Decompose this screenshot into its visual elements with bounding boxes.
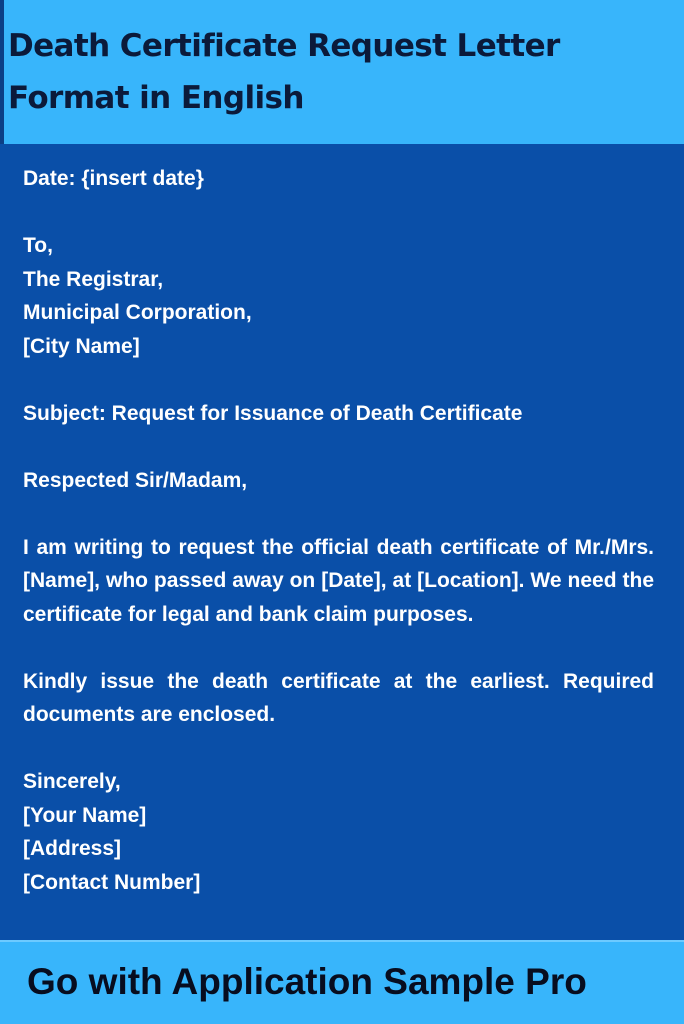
recipient-line: The Registrar, xyxy=(23,267,164,291)
salutation: Respected Sir/Madam, xyxy=(23,468,248,492)
spacer xyxy=(23,631,654,665)
spacer xyxy=(23,430,654,464)
date-line: Date: {insert date} xyxy=(23,167,204,190)
recipient-line: Municipal Corporation, xyxy=(23,301,252,324)
closing-line: Sincerely, xyxy=(23,770,121,793)
page-title: Death Certificate Request Letter Format in English xyxy=(8,28,560,116)
closing-line: [Address] xyxy=(23,837,122,860)
spacer xyxy=(23,497,654,531)
body-paragraph-2: Kindly issue the death certificate at the earliest. Required documents are enclosed. xyxy=(23,669,654,726)
body-paragraph-1: I am writing to request the official death certificate of Mr./Mrs. [Name], who passed away on [Date], at [Location]. We need the certificate for legal and bank claim purposes. xyxy=(23,535,654,626)
footer-banner xyxy=(0,940,684,1024)
recipient-block xyxy=(23,229,654,363)
letter-body xyxy=(0,144,684,940)
title-banner xyxy=(0,0,684,144)
spacer xyxy=(23,196,654,230)
subject-line: Subject: Request for Issuance of Death Certificate xyxy=(23,401,523,425)
spacer xyxy=(23,732,654,766)
signature-block xyxy=(23,765,654,899)
recipient-line: [City Name] xyxy=(23,334,140,358)
brand-tagline: Go with Application Sample Pro xyxy=(27,961,587,1002)
closing-line: [Contact Number] xyxy=(23,870,201,894)
recipient-line: To, xyxy=(23,234,53,257)
spacer xyxy=(23,363,654,397)
closing-line: [Your Name] xyxy=(23,803,147,827)
